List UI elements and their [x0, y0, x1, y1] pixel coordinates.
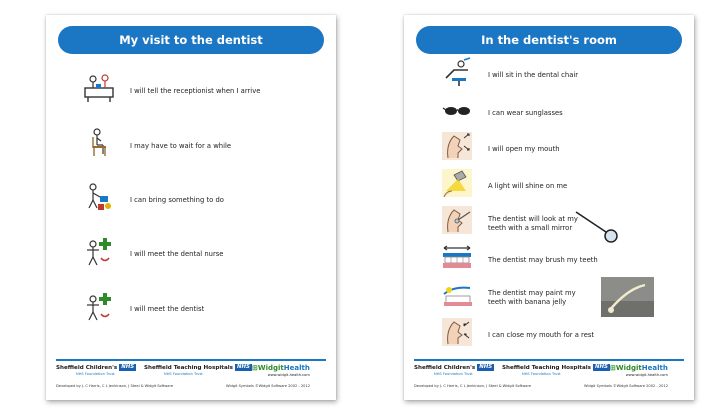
list-item-text: I will open my mouth [488, 145, 560, 153]
widgit-health-logo: ⊞WidgitHealth www.widgit-health.com [252, 364, 310, 377]
nhs-logo: NHS [236, 364, 250, 370]
list-item [46, 181, 336, 221]
list-item-text: The dentist may brush my teeth [488, 256, 598, 264]
toys-icon [82, 181, 116, 213]
dental-mirror-icon [572, 210, 624, 244]
list-item [46, 290, 336, 330]
list-item-text: I will meet the dentist [130, 305, 205, 313]
list-item [46, 235, 336, 275]
dentist-icon [82, 290, 116, 322]
list-item [404, 94, 694, 134]
nhs-logo: NHS [594, 364, 608, 370]
list-item-text: I will sit in the dental chair [488, 71, 579, 79]
sheet-title: My visit to the dentist [58, 26, 324, 54]
info-sheet-right [404, 15, 694, 400]
list-item [404, 204, 694, 244]
close-mouth-icon [440, 316, 474, 348]
widgit-health-logo: ⊞WidgitHealth www.widgit-health.com [610, 364, 668, 377]
list-item-text: I can bring something to do [130, 196, 224, 204]
nhs-logo: NHS [121, 364, 135, 370]
dental-chair-icon [440, 56, 474, 88]
nhs-logo: NHS [479, 364, 493, 370]
widgit-logo-icon: ⊞ [252, 364, 258, 372]
footer-divider [56, 359, 326, 361]
copyright-text: Widgit Symbols ©Widgit Software 2002 - 2012 [584, 384, 669, 388]
list-item [46, 127, 336, 167]
dental-light-icon [440, 167, 474, 199]
brush-teeth-icon [440, 241, 474, 273]
credits-text: Developed by J. C Harris, C L Jenkinson, J Steel & Widgit Software [56, 384, 174, 388]
dental-nurse-icon [82, 235, 116, 267]
info-sheet-left [46, 15, 336, 400]
list-item [46, 72, 336, 112]
mirror-exam-icon [440, 204, 474, 236]
org-logo-childrens: Sheffield Children's NHS NHS Foundation Trust [414, 364, 493, 376]
list-item [404, 316, 694, 356]
list-item-text: I may have to wait for a while [130, 142, 232, 150]
copyright-text: Widgit Symbols ©Widgit Software 2002 - 2012 [226, 384, 311, 388]
paint-teeth-icon [440, 278, 474, 310]
list-item [404, 130, 694, 170]
org-logo-teaching-hospitals: Sheffield Teaching Hospitals NHS NHS Foundation Trust [144, 364, 250, 376]
list-item-text: I can close my mouth for a rest [488, 331, 595, 339]
receptionist-icon [82, 72, 116, 104]
waiting-chair-icon [82, 127, 116, 159]
list-item [404, 167, 694, 207]
list-item-text: I can wear sunglasses [488, 109, 563, 117]
brush-photo [601, 277, 654, 317]
sheet-title: In the dentist's room [416, 26, 682, 54]
list-item-text: I will tell the receptionist when I arrive [130, 87, 261, 95]
list-item [404, 241, 694, 281]
list-item-text: A light will shine on me [488, 182, 568, 190]
footer-divider [414, 359, 684, 361]
org-logo-teaching-hospitals: Sheffield Teaching Hospitals NHS NHS Foundation Trust [502, 364, 608, 376]
list-item-text: The dentist will look at my teeth with a small mirror [488, 215, 578, 232]
list-item [404, 56, 694, 96]
list-item-text: I will meet the dental nurse [130, 250, 224, 258]
widgit-logo-icon: ⊞ [610, 364, 616, 372]
list-item-text: The dentist may paint my teeth with banana jelly [488, 289, 576, 306]
org-logo-childrens: Sheffield Children's NHS NHS Foundation Trust [56, 364, 135, 376]
sunglasses-icon [440, 94, 474, 126]
open-mouth-icon [440, 130, 474, 162]
credits-text: Developed by J. C Harris, C L Jenkinson, J Steel & Widgit Software [414, 384, 532, 388]
